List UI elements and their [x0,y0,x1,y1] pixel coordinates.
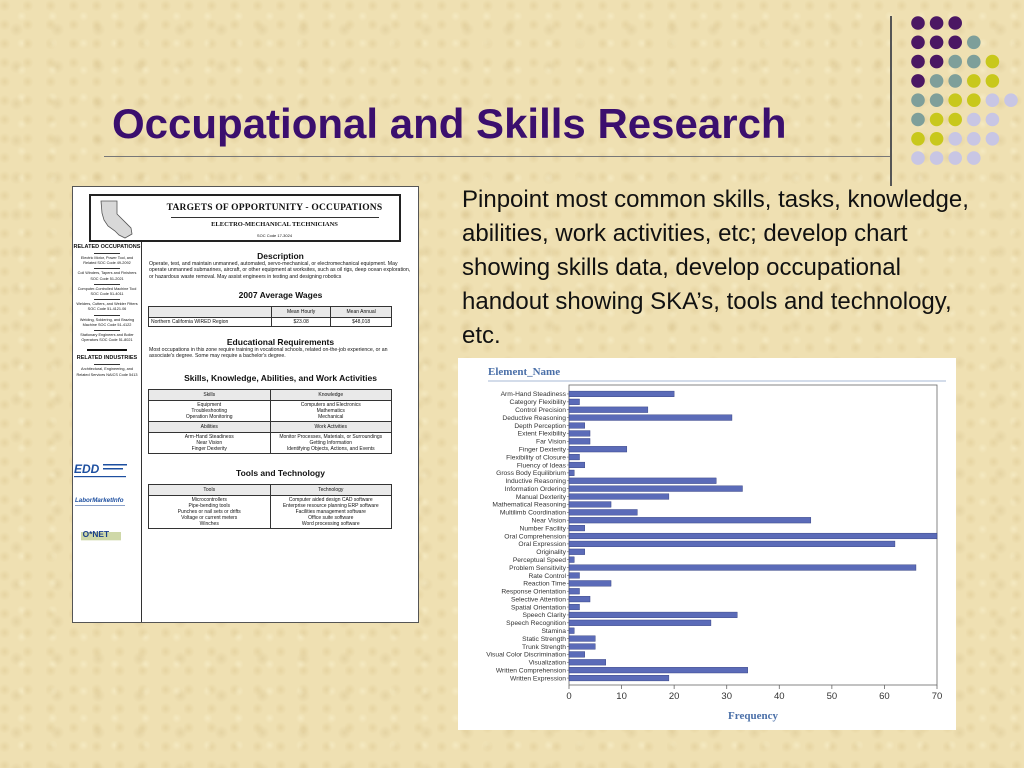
related-industries-heading: RELATED INDUSTRIES [76,355,138,362]
sidebar-rule [94,315,120,316]
table-row [149,401,392,422]
category-label: Response Orientation [501,588,566,596]
category-label: Stamina [541,628,566,636]
bar [569,415,732,421]
edd-logo-text: EDD [74,461,100,476]
category-label: Static Strength [522,635,566,643]
chart-canvas [458,358,956,730]
bar [569,502,611,508]
sidebar-rule [94,253,120,254]
tools-technology-table [148,484,392,529]
decorative-dot [948,55,962,69]
related-industry-item: Architectural, Engineering, and Related Services NAICS Code 5413 [76,367,138,377]
tool-item: Voltage or current meters [181,515,238,522]
decorative-dot [948,132,962,146]
decorative-dot [1004,93,1018,107]
category-label: Reaction Time [523,580,566,588]
category-label: Spatial Orientation [510,604,566,612]
labormarketinfo-logo [73,491,129,511]
bar [569,446,627,452]
category-label: Mathematical Reasoning [492,501,566,509]
decorative-dot [948,74,962,88]
sidebar-section-rule [87,349,127,351]
bar [569,628,574,634]
onet-logo-text: O*NET [82,528,110,539]
bar [569,565,916,571]
bar [569,454,580,460]
technology-item: Computer aided design CAD software [288,497,373,504]
education-heading: Educational Requirements [226,336,335,347]
decorative-dot [911,36,925,50]
education-text: Most occupations in this zone require training in vocational schools, related on-the-job experience, or an associate's degree. Some may require a bachelor's degree. [149,346,388,360]
category-label: Inductive Reasoning [505,478,566,486]
skills-knowledge-table [148,389,392,454]
bar [569,494,669,500]
category-label: Visualization [528,659,566,667]
handout-header [89,194,401,242]
decorative-dot [986,132,1000,146]
decorative-dot [930,36,944,50]
work-activities-header: Work Activities [270,422,392,433]
tools-heading: Tools and Technology [236,468,325,479]
bar [569,675,669,681]
decorative-dot [986,93,1000,107]
handout-soc-code: SOC Code 17-3024 [256,233,293,238]
knowledge-item: Computers and Electronics [300,402,361,409]
decorative-dot [911,132,925,146]
skills-frequency-chart [458,358,956,730]
decorative-dot [930,55,944,69]
ability-item: Finger Dexterity [191,446,227,453]
description-text: Operate, test, and maintain unmanned, automated, servo-mechanical, or electromechanical equipment. May operate unmanned submarines, aircraft, or other equipment at worksites, such as oil rigs, deep ocean exploration, or hazardous waste removal. May assist engineers in testing and designing robotics [149,261,411,280]
bar [569,659,606,665]
bar [569,509,637,515]
bar [569,470,574,476]
tool-item: Punches or nail sets or drifts [177,509,241,516]
table-row [149,317,392,326]
bar [569,612,737,618]
tool-item: Winches [199,521,219,528]
handout-title-rule [171,217,379,218]
bar [569,604,580,610]
bar [569,541,895,547]
decorative-dot [911,151,925,165]
category-label: Gross Body Equilibrium [496,470,566,478]
decorative-dot [948,16,962,30]
category-label: Selective Attention [510,596,566,604]
sidebar-rule [94,284,120,285]
category-label: Information Ordering [504,485,566,493]
category-label: Oral Comprehension [504,533,566,541]
technology-item: Enterprise resource planning ERP software [282,503,379,510]
technology-item: Word processing software [301,521,360,528]
decorative-dot [967,151,981,165]
wages-col-header: Mean Annual [331,306,392,317]
bar [569,399,580,405]
category-label: Oral Expression [518,541,566,549]
category-label: Extent Flexibility [517,430,566,438]
slide-body-text: Pinpoint most common skills, tasks, knowledge, abilities, work activities, etc; develop chart showing skills data, develop occupational handout showing SKA’s, tools and technology, etc. [462,186,969,349]
bar [569,533,937,539]
bar [569,517,811,523]
handout-title: TARGETS OF OPPORTUNITY - OCCUPATIONS [166,203,383,213]
category-label: Control Precision [515,407,566,415]
decorative-dot [986,55,1000,69]
decorative-dot [930,113,944,127]
decorative-dot-grid [910,12,1020,172]
decorative-dot [967,132,981,146]
bar [569,525,585,531]
wages-col-header [149,306,272,317]
wages-col-header: Mean Hourly [272,306,331,317]
related-occupations-heading: RELATED OCCUPATIONS [73,244,141,250]
knowledge-item: Mathematics [316,408,345,415]
labormarketinfo-logo-text: LaborMarketInfo [75,496,124,504]
category-label: Fluency of Ideas [516,462,566,470]
ability-item: Arm-Hand Steadiness [184,434,234,441]
decorative-dot [930,74,944,88]
bar [569,636,595,642]
bar [569,391,674,397]
bar [569,486,742,492]
bar [569,462,585,468]
category-label: Visual Color Discrimination [486,651,566,659]
bar [569,549,585,555]
edd-logo [73,460,129,480]
decorative-dot [967,93,981,107]
decorative-dot [948,36,962,50]
category-label: Category Flexibility [509,399,566,407]
category-label: Deductive Reasoning [502,414,566,422]
table-row [149,433,392,454]
category-label: Written Comprehension [495,667,566,675]
category-label: Far Vision [536,438,566,446]
sidebar-rule [94,364,120,365]
category-label: Trunk Strength [522,643,566,651]
bar [569,423,585,429]
sidebar-rule [94,330,120,331]
tools-header: Tools [149,485,271,496]
related-occupation-item: Computer-Controlled Machine Tool SOC Code 51-4011 [77,286,137,297]
decorative-dot [911,74,925,88]
category-label: Near Vision [531,517,566,525]
technology-cell [270,496,392,529]
decorative-dot [930,93,944,107]
category-label: Written Expression [510,675,566,683]
x-tick-label: 70 [931,691,943,702]
decorative-dot [948,93,962,107]
bar [569,573,580,579]
x-tick-label: 60 [879,691,890,702]
skill-item: Equipment [197,402,222,409]
related-occupation-item: Stationary Engineers and Boiler Operators SOC Code 51-8021 [80,333,134,343]
decorative-dot [967,74,981,88]
tool-item: Pipe-bending tools [188,503,230,510]
x-axis-label: Frequency [728,710,778,722]
occupational-handout [72,186,419,623]
work-activity-item: Getting Information [309,440,353,447]
related-occupation-item: Welding, Soldering, and Brazing Machine SOC Code 51-4122 [79,317,135,327]
wages-region: Northern California WIRED Region [149,317,272,326]
technology-header: Technology [270,485,392,496]
category-label: Finger Dexterity [518,446,566,454]
wages-table [148,306,392,327]
category-label: Depth Perception [514,422,566,430]
decorative-dot [930,151,944,165]
related-occupation-item: Coil Winders, Tapers and Finishers SOC Code 51-2021 [77,271,137,281]
x-tick-label: 40 [773,691,785,702]
skills-header: Skills [149,390,271,401]
x-tick-label: 0 [566,691,572,702]
decorative-dot [967,36,981,50]
wages-mean-hourly: $23.08 [272,317,331,326]
related-occupation-item: Electric Motor, Power Tool, and Related SOC Code 49-2092 [80,256,134,266]
category-label: Manual Dexterity [515,493,566,501]
table-row [149,496,392,529]
bar [569,588,580,594]
knowledge-header: Knowledge [270,390,392,401]
skill-item: Operation Monitoring [185,414,233,421]
category-label: Rate Control [528,572,566,580]
knowledge-item: Mechanical [318,414,344,421]
category-label: Speech Recognition [506,620,566,628]
knowledge-cell [270,401,392,422]
vertical-divider [890,16,892,186]
california-map-icon [95,198,139,240]
ability-item: Near Vision [196,440,223,447]
handout-main [143,242,418,622]
bar [569,667,748,673]
wages-heading: 2007 Average Wages [238,289,323,300]
bar [569,431,590,437]
ska-heading: Skills, Knowledge, Abilities, and Work Activities [184,373,377,384]
category-label: Perceptual Speed [512,556,566,564]
sidebar-rule [94,268,120,269]
bar [569,644,595,650]
bar [569,596,590,602]
abilities-header: Abilities [149,422,271,433]
decorative-dot [986,74,1000,88]
wages-mean-annual: $48,018 [331,317,392,326]
category-label: Speech Clarity [522,612,566,620]
decorative-dot [911,55,925,69]
bar [569,652,585,658]
decorative-dot [948,151,962,165]
category-label: Multilimb Coordination [499,509,566,517]
decorative-dot [911,16,925,30]
x-tick-label: 20 [668,691,680,702]
decorative-dot [930,16,944,30]
chart-title: Element_Name [488,366,561,378]
bar [569,407,648,413]
bar [569,557,574,563]
category-label: Originality [536,549,566,557]
decorative-dot [930,132,944,146]
decorative-dot [948,113,962,127]
bar [569,620,711,626]
category-label: Arm-Hand Steadiness [500,391,566,399]
related-occupation-item: Welders, Cutters, and Welder Fitters SOC Code 51-4121.06 [76,302,138,312]
bar [569,478,716,484]
skills-cell [149,401,271,422]
tool-item: Microcontrollers [191,497,227,504]
decorative-dot [967,55,981,69]
skill-item: Troubleshooting [191,408,228,415]
x-tick-label: 10 [616,691,627,702]
bar [569,438,590,444]
x-tick-label: 50 [826,691,838,702]
work-activities-cell [270,433,392,454]
abilities-cell [149,433,271,454]
work-activity-item: Identifying Objects, Actions, and Events [286,446,375,453]
decorative-dot [911,113,925,127]
description-heading: Description [257,251,304,261]
tools-cell [149,496,271,529]
decorative-dot [911,93,925,107]
work-activity-item: Monitor Processes, Materials, or Surroundings [279,434,383,441]
decorative-dot [967,113,981,127]
handout-subtitle: ELECTRO-MECHANICAL TECHNICIANS [211,221,338,228]
category-label: Problem Sensitivity [509,564,566,572]
technology-item: Facilities management software [295,509,366,516]
title-underline [104,156,890,157]
bar [569,581,611,587]
onet-logo [73,522,129,542]
x-tick-label: 30 [721,691,733,702]
category-label: Flexibility of Closure [506,454,566,462]
decorative-dot [986,113,1000,127]
handout-sidebar [73,242,142,622]
slide-title: Occupational and Skills Research [112,100,787,147]
technology-item: Office suite software [308,515,354,522]
category-label: Number Facility [519,525,566,533]
sidebar-rule [94,299,120,300]
